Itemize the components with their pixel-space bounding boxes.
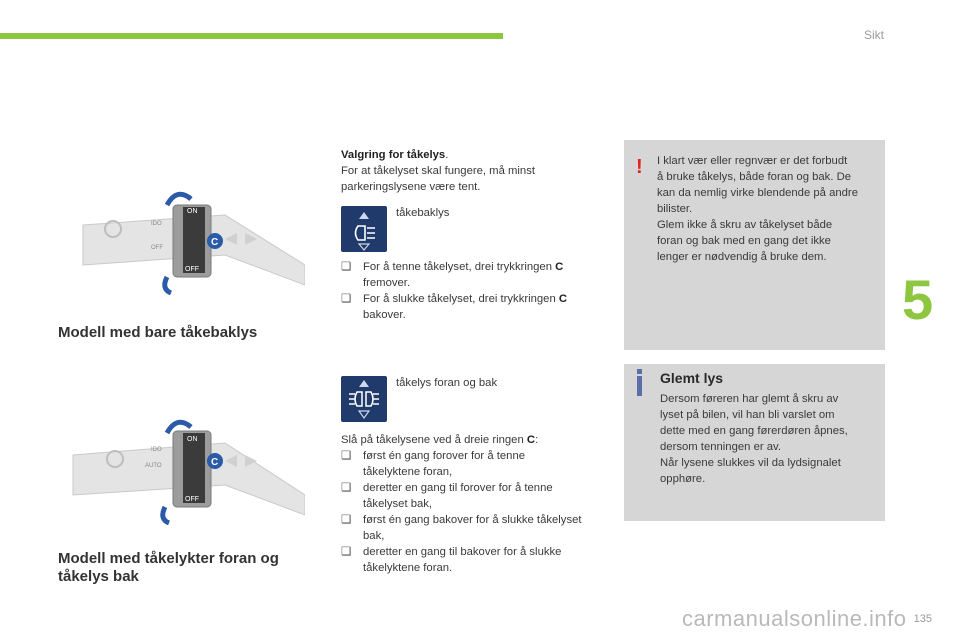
info-panel-title: Glemt lys	[660, 370, 724, 386]
fog-ring-heading: Valgring for tåkelys	[341, 149, 446, 161]
model2-title-line2: tåkelys bak	[58, 568, 139, 585]
warning-panel	[624, 140, 885, 350]
stalk2-label-on: ON	[187, 436, 198, 443]
chapter-number: 5	[902, 268, 934, 331]
front-rear-fog-indicator-icon	[341, 376, 387, 422]
rear-fog-label: tåkebaklys	[396, 207, 450, 219]
list-item: ❑ For å tenne tåkelyset, drei trykkringen C fremover.	[341, 261, 564, 289]
rotate-backward-arrow-icon	[163, 507, 169, 523]
list-item: ❑ For å slukke tåkelyset, drei trykkringen C bakover.	[341, 293, 568, 321]
rotate-backward-arrow-icon	[165, 277, 171, 293]
rear-fog-indicator-icon	[341, 206, 387, 252]
info-panel	[624, 364, 885, 521]
fog-ring-intro	[341, 147, 611, 195]
stalk2-label-off: OFF	[185, 496, 199, 503]
front-rear-fog-symbol-icon	[341, 376, 387, 422]
model1-title: Modell med bare tåkebaklys	[58, 324, 258, 341]
info-i-dot-icon	[637, 369, 642, 374]
info-text: Dersom føreren har glemt å skru av lyset på bilen, vil han bli varslet om dette med en gang førerdøren åpnes, dersom tenningen er av. Når lysene slukkes vil da lydsignalet opphøre.	[660, 393, 848, 485]
list-item: ❑ deretter en gang til forover for å tenne tåkelyset bak,	[341, 482, 553, 510]
fog-ring-heading-suffix: .	[445, 149, 449, 161]
section-title: Sikt	[863, 28, 884, 42]
bullet-checkbox-icon: ❑	[341, 546, 352, 558]
front-rear-fog-instructions: Slå på tåkelysene ved å dreie ringen C: ❑ først én gang forover for å tenne tåkelyktene foran, ❑ deretter en gang til forover for å tenne tåkelyset bak, ❑ først én gang bakover for å slukke tåkelyset bak, ❑ deretter en gang til bakover for å slukke tåkelyktene foran.	[341, 432, 616, 576]
fog-ring-intro-line1: For at tåkelyset skal fungere, må minst	[341, 165, 536, 177]
rear-fog-symbol-icon	[341, 206, 387, 252]
rotate-forward-arrow-icon	[167, 194, 191, 205]
list-item: ❑ først én gang bakover for å slukke tåkelyset bak,	[341, 514, 582, 542]
rear-fog-instructions	[341, 259, 611, 323]
bullet-checkbox-icon: ❑	[341, 261, 352, 273]
list-item: ❑ først én gang forover for å tenne tåkelyktene foran,	[341, 450, 526, 478]
bullet-checkbox-icon: ❑	[341, 293, 352, 305]
stalk2-label-auto: AUTO	[145, 463, 162, 469]
stalk-illustration-front-rear-fog	[65, 415, 305, 525]
stalk-label-on: ON	[187, 208, 198, 215]
stalk-label-off: OFF	[151, 245, 163, 251]
front-rear-fog-label: tåkelys foran og bak	[396, 377, 498, 389]
stalk-label-ido: IDO	[151, 221, 162, 227]
page-number: 135	[913, 613, 932, 625]
bullet-checkbox-icon: ❑	[341, 450, 352, 462]
model2-title-line1: Modell med tåkelykter foran og	[58, 550, 279, 567]
watermark: carmanualsonline.info	[682, 606, 907, 631]
stalk2-label-ido: IDO	[151, 447, 162, 453]
info-i-icon	[637, 376, 642, 396]
header-accent-bar	[0, 33, 503, 39]
ring-c-label: C	[211, 457, 219, 468]
ring-c-label: C	[211, 237, 219, 248]
stalk-label-off-bottom: OFF	[185, 266, 199, 273]
bullet-checkbox-icon: ❑	[341, 514, 352, 526]
list-item: ❑ deretter en gang til bakover for å slukke tåkelyktene foran.	[341, 546, 562, 574]
model2-title	[58, 550, 279, 586]
stalk-illustration-rear-fog	[75, 185, 305, 295]
warning-exclamation-icon: !	[636, 156, 643, 178]
warning-text: I klart vær eller regnvær er det forbudt å bruke tåkelys, både foran og bak. De kan da nemlig virke blendende på andre bilister. Glem ikke å skru av tåkelyset både foran og bak med en gang det ikke lenger er nødvendig å bruke dem.	[657, 155, 858, 263]
bullet-checkbox-icon: ❑	[341, 482, 352, 494]
fog-ring-intro-line2: parkeringslysene være tent.	[341, 181, 481, 193]
